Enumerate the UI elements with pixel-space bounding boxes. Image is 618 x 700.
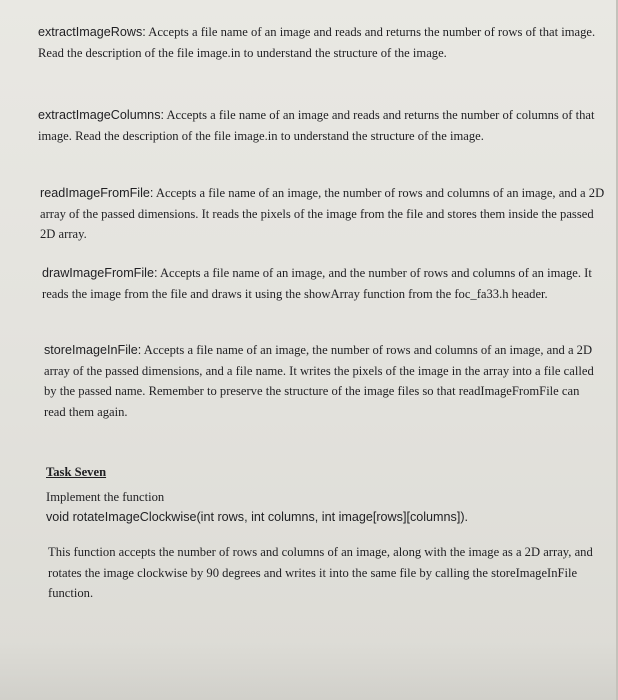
task-section bbox=[46, 462, 602, 528]
task-title: Task Seven bbox=[46, 465, 107, 479]
function-signature: void rotateImageClockwise(int rows, int columns, int image[rows][columns]). bbox=[46, 510, 469, 524]
function-name: drawImageFromFile: bbox=[42, 266, 158, 280]
function-name: extractImageRows: bbox=[38, 25, 146, 39]
task-description-text: This function accepts the number of rows and columns of an image, along with the image as a 2D array, and rotates the image clockwise by 90 degrees and writes it into the same file by calling the storeImageInFile function. bbox=[48, 545, 593, 600]
function-name: storeImageInFile: bbox=[44, 343, 142, 357]
function-name: extractImageColumns: bbox=[38, 108, 164, 122]
task-intro: Implement the function bbox=[46, 489, 165, 504]
function-description: Accepts a file name of an image, and the number of rows and columns of an image. It reads the image from the file and draws it using the showArray function from the foc_fa33.h header. bbox=[42, 266, 592, 301]
paragraph-extract-image-columns bbox=[38, 105, 604, 146]
function-description: Accepts a file name of an image and reads and returns the number of columns of that image. Read the description of the file image.in to understand the structure of the image. bbox=[38, 108, 595, 143]
function-name: readImageFromFile: bbox=[40, 186, 154, 200]
task-description bbox=[48, 542, 602, 604]
paragraph-store-image-in-file bbox=[44, 340, 604, 422]
function-description: Accepts a file name of an image, the number of rows and columns of an image, and a 2D array of the passed dimensions. It reads the pixels of the image from the file and stores them inside the passed 2D array. bbox=[40, 186, 605, 241]
paragraph-extract-image-rows bbox=[38, 22, 604, 63]
paragraph-read-image-from-file bbox=[40, 183, 606, 245]
paragraph-draw-image-from-file bbox=[42, 263, 608, 304]
function-description: Accepts a file name of an image and reads and returns the number of rows of that image. Read the description of the file image.in to understand the structure of the image. bbox=[38, 25, 596, 60]
function-description: Accepts a file name of an image, the number of rows and columns of an image, and a 2D array of the passed dimensions, and a file name. It writes the pixels of the image in the array into a file called by the passed name. Remember to preserve the structure of the image files so that readImageFromFile can read them again. bbox=[44, 343, 594, 419]
